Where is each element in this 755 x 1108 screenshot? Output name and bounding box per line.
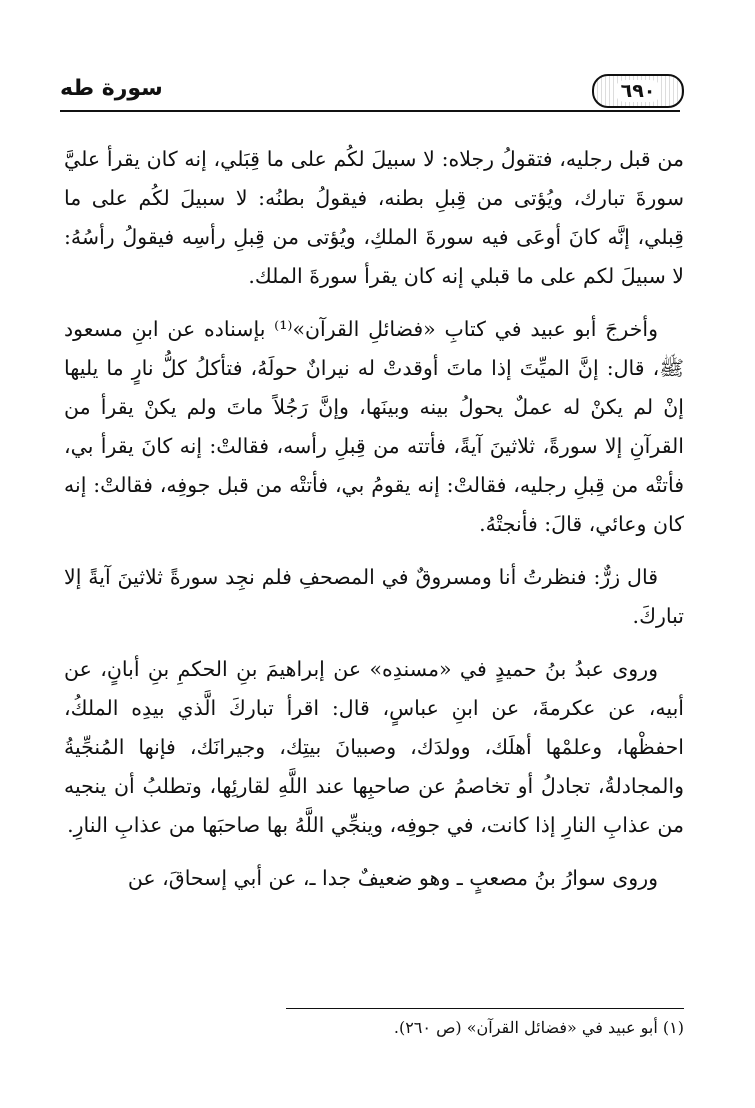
footnote: (١) أبو عبيد في «فضائل القرآن» (ص ٢٦٠). — [393, 1018, 684, 1037]
page-number-badge — [592, 74, 684, 108]
footnote-rule — [286, 1008, 684, 1009]
header-rule — [60, 110, 680, 112]
main-text — [64, 140, 684, 898]
page-number: ٦٩٠ — [615, 80, 662, 102]
paragraph-2: وأخرجَ أبو عبيد في كتابِ «فضائلِ القرآن»⁽¹⁾ بإسناده عن ابنِ مسعود ﷺ، قال: إنَّ الميِّتَ إذا ماتَ أوقدتْ له نيرانٌ حولَهُ، فتأكلُ كلُّ نارٍ ما يليها إنْ لم يكنْ له عملٌ يحولُ بينه وبينَها، وإنَّ رَجُلاً ماتَ ولم يكنْ يقرأ من القرآنِ إلا سورةً، ثلاثينَ آيةً، فأتته من قِبلِ رأسه، فقالتْ: إنه كانَ يقرأ بي، فأتتْه من قِبلِ رجليه، فقالتْ: إنه يقومُ بي، فأتتْه من قبل جوفِه، فقالتْ: إنه كان وعائي، قالَ: فأنجتْهُ. — [64, 317, 684, 536]
paragraph-1: من قبل رجليه، فتقولُ رجلاه: لا سبيلَ لكُم على ما قِبَلي، إنه كان يقرأ عليَّ سورةَ تبارك، ويُؤتى من قِبلِ بطنه، فيقولُ بطنُه: لا سبيلَ لكُم على ما قِبلي، إنَّه كانَ أوعَى فيه سورةَ الملكِ، ويُؤتى من قِبلِ رأسِه فيقولُ رأسُهُ: لا سبيلَ لكم على ما قبلي إنه كان يقرأ سورةَ الملك. — [64, 147, 684, 288]
paragraph-5: وروى سوارُ بنُ مصعبٍ ـ وهو ضعيفٌ جدا ـ، عن أبي إسحاقَ، عن — [127, 866, 658, 890]
paragraph-3: قال زرٌّ: فنظرتُ أنا ومسروقٌ في المصحفِ فلم نجِد سورةً ثلاثينَ آيةً إلا تباركَ. — [64, 565, 684, 628]
page-header — [0, 66, 755, 112]
surah-title: سورة طه — [60, 76, 163, 101]
paragraph-4: وروى عبدُ بنُ حميدٍ في «مسندِه» عن إبراهيمَ بنِ الحكمِ بنِ أبانٍ، عن أبيه، عن عكرمةَ، عن ابنِ عباسٍ، قال: اقرأ تباركَ الَّذي بيدِه الملكُ، احفظْها، وعلمْها أهلَك، وولدَك، وصبيانَ بيتِك، وجيرانَك، فإنها المُنجِّيةُ والمجادلةُ، تجادلُ أو تخاصمُ عن صاحبِها عند اللَّهِ لقارئِها، وتطلبُ أن ينجيه من عذابِ النارِ إذا كانت، في جوفِه، وينجِّي اللَّهُ بها صاحبَها من عذابِ النارِ. — [64, 657, 684, 837]
